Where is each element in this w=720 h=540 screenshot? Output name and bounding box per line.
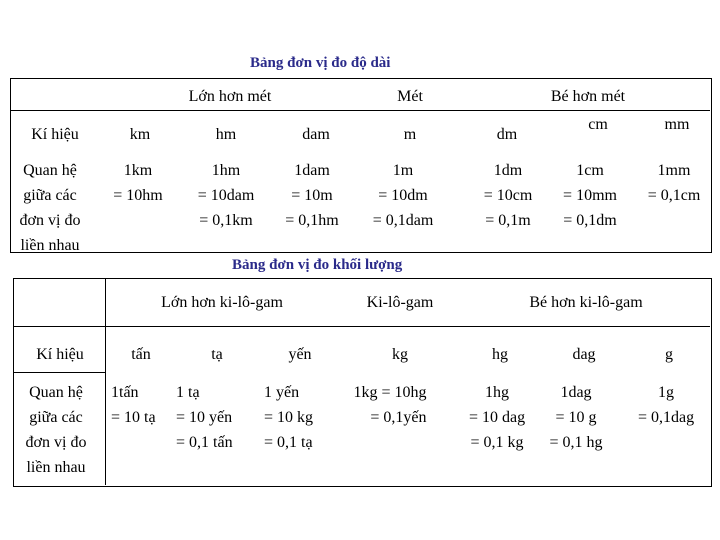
mass-relation-tan: 1tấn = 10 tạ xyxy=(111,384,156,426)
mass-unit-dag: dag xyxy=(572,346,596,363)
mass-unit-g: g xyxy=(665,346,673,363)
length-table-title: Bảng đơn vị đo độ dài xyxy=(250,55,391,71)
length-relation-cm: 1cm = 10mm = 0,1dm xyxy=(563,162,617,229)
length-row-label-relation: Quan hệ giữa các đơn vị đo liền nhau xyxy=(19,162,81,254)
mass-relation-g: 1g = 0,1dag xyxy=(637,384,695,426)
mass-group-larger: Lớn hơn ki-lô-gam xyxy=(161,294,283,311)
length-relation-m: 1m = 10dm = 0,1dam xyxy=(372,162,434,229)
mass-relation-ta: 1 tạ = 10 yến = 0,1 tấn xyxy=(176,384,233,451)
length-unit-mm: mm xyxy=(664,116,690,133)
mass-relation-kg: 1kg = 10hg = 0,1yến xyxy=(353,384,427,426)
length-relation-km: 1km = 10hm xyxy=(113,162,163,204)
mass-unit-ta: tạ xyxy=(211,346,223,363)
length-relation-dm: 1dm = 10cm = 0,1m xyxy=(483,162,533,229)
mass-unit-tan: tấn xyxy=(131,346,151,363)
length-unit-dm: dm xyxy=(496,126,518,143)
mass-table-symbol-divider xyxy=(13,372,105,373)
mass-row-label-relation: Quan hệ giữa các đơn vị đo liền nhau xyxy=(25,384,87,476)
mass-row-label-symbol: Kí hiệu xyxy=(36,346,84,363)
mass-unit-hg: hg xyxy=(492,346,508,363)
mass-unit-kg: kg xyxy=(392,346,408,363)
mass-relation-dag: 1dag = 10 g = 0,1 hg xyxy=(549,384,603,451)
length-unit-hm: hm xyxy=(215,126,237,143)
mass-group-base: Ki-lô-gam xyxy=(366,294,434,311)
length-unit-cm: cm xyxy=(588,116,608,133)
length-unit-m: m xyxy=(403,126,417,143)
mass-table-title: Bảng đơn vị đo khối lượng xyxy=(232,257,403,273)
mass-relation-yen: 1 yến = 10 kg = 0,1 tạ xyxy=(264,384,314,451)
length-relation-hm: 1hm = 10dam = 0,1km xyxy=(197,162,255,229)
length-unit-km: km xyxy=(129,126,151,143)
length-unit-dam: dam xyxy=(302,126,330,143)
mass-table-header-divider xyxy=(13,326,710,327)
length-row-label-symbol: Kí hiệu xyxy=(31,126,79,143)
mass-unit-yen: yến xyxy=(288,346,312,363)
length-relation-dam: 1dam = 10m = 0,1hm xyxy=(285,162,339,229)
mass-group-smaller: Bé hơn ki-lô-gam xyxy=(529,294,643,311)
mass-table-left-column-border xyxy=(105,278,106,485)
length-group-smaller: Bé hơn mét xyxy=(550,88,626,105)
length-relation-mm: 1mm = 0,1cm xyxy=(647,162,701,204)
mass-relation-hg: 1hg = 10 dag = 0,1 kg xyxy=(468,384,526,451)
length-table-divider xyxy=(10,110,710,111)
length-group-larger: Lớn hơn mét xyxy=(188,88,272,105)
length-group-base: Mét xyxy=(397,88,423,105)
